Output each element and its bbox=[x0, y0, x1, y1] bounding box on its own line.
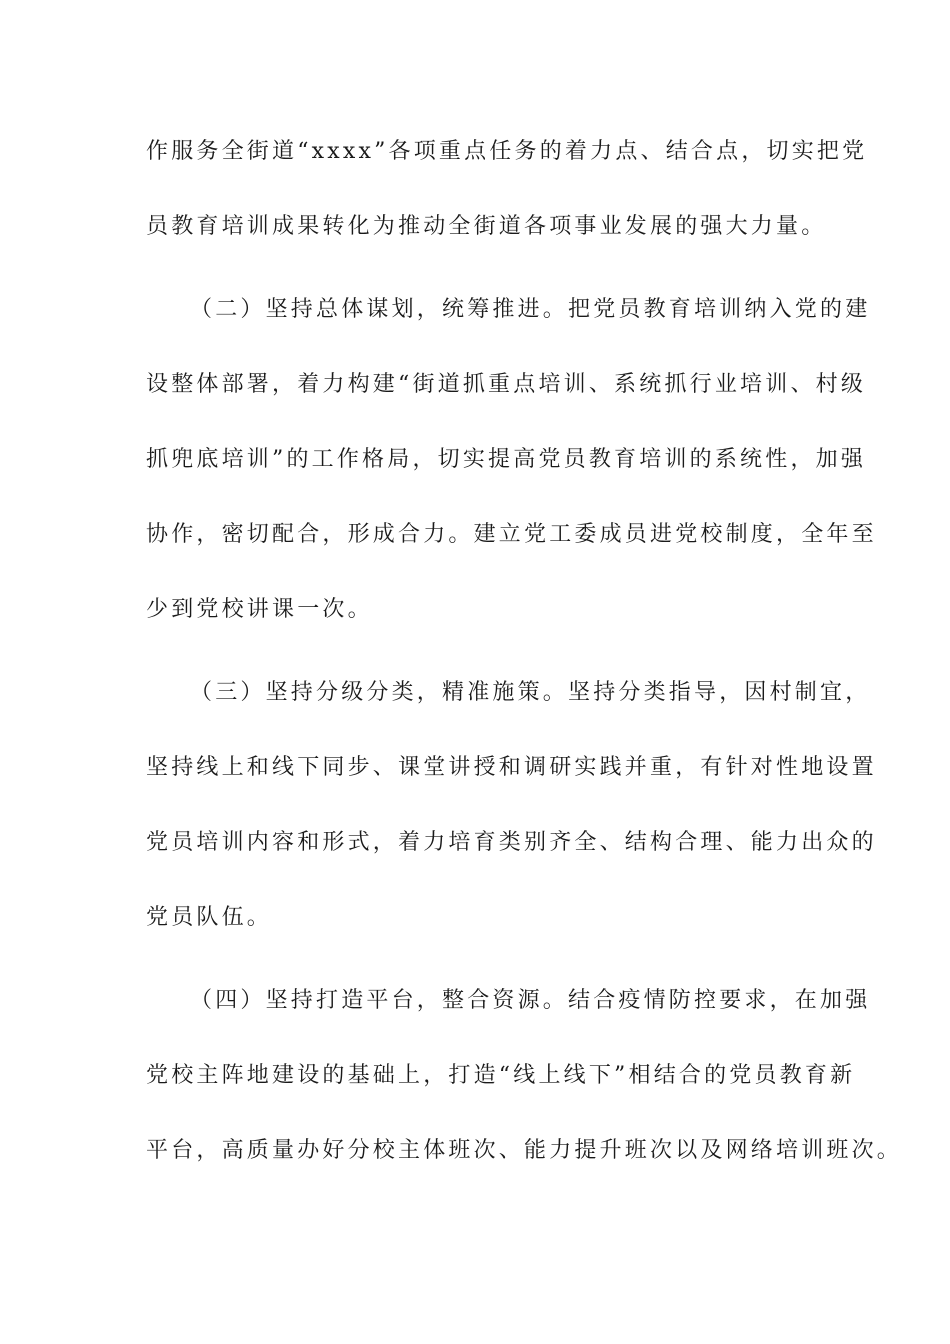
text-line-1: 作服务全街道“xxxx”各项重点任务的着力点、结合点，切实把党 bbox=[146, 139, 868, 164]
text-line-2: 员教育培训成果转化为推动全街道各项事业发展的强大力量。 bbox=[146, 214, 827, 239]
text-line-6: 协作，密切配合，形成合力。建立党工委成员进党校制度，全年至 bbox=[146, 522, 877, 547]
text-line-13: 党校主阵地建设的基础上，打造“线上线下”相结合的党员教育新 bbox=[146, 1063, 856, 1088]
text-line-4: 设整体部署，着力构建“街道抓重点培训、系统抓行业培训、村级 bbox=[146, 372, 867, 397]
section-four-heading-line: （四）坚持打造平台，整合资源。结合疫情防控要求，在加强 bbox=[190, 988, 871, 1013]
section-two-heading-line: （二）坚持总体谋划，统筹推进。把党员教育培训纳入党的建 bbox=[190, 297, 871, 322]
text-line-9: 坚持线上和线下同步、课堂讲授和调研实践并重，有针对性地设置 bbox=[146, 755, 877, 780]
text-line-7: 少到党校讲课一次。 bbox=[146, 597, 373, 622]
section-three-heading-line: （三）坚持分级分类，精准施策。坚持分类指导，因村制宜， bbox=[190, 680, 871, 705]
text-line-10: 党员培训内容和形式，着力培育类别齐全、结构合理、能力出众的 bbox=[146, 830, 877, 855]
text-line-5: 抓兜底培训”的工作格局，切实提高党员教育培训的系统性，加强 bbox=[146, 447, 867, 472]
text-line-14: 平台，高质量办好分校主体班次、能力提升班次以及网络培训班次。 bbox=[146, 1138, 903, 1163]
text-line-11: 党员队伍。 bbox=[146, 905, 273, 930]
